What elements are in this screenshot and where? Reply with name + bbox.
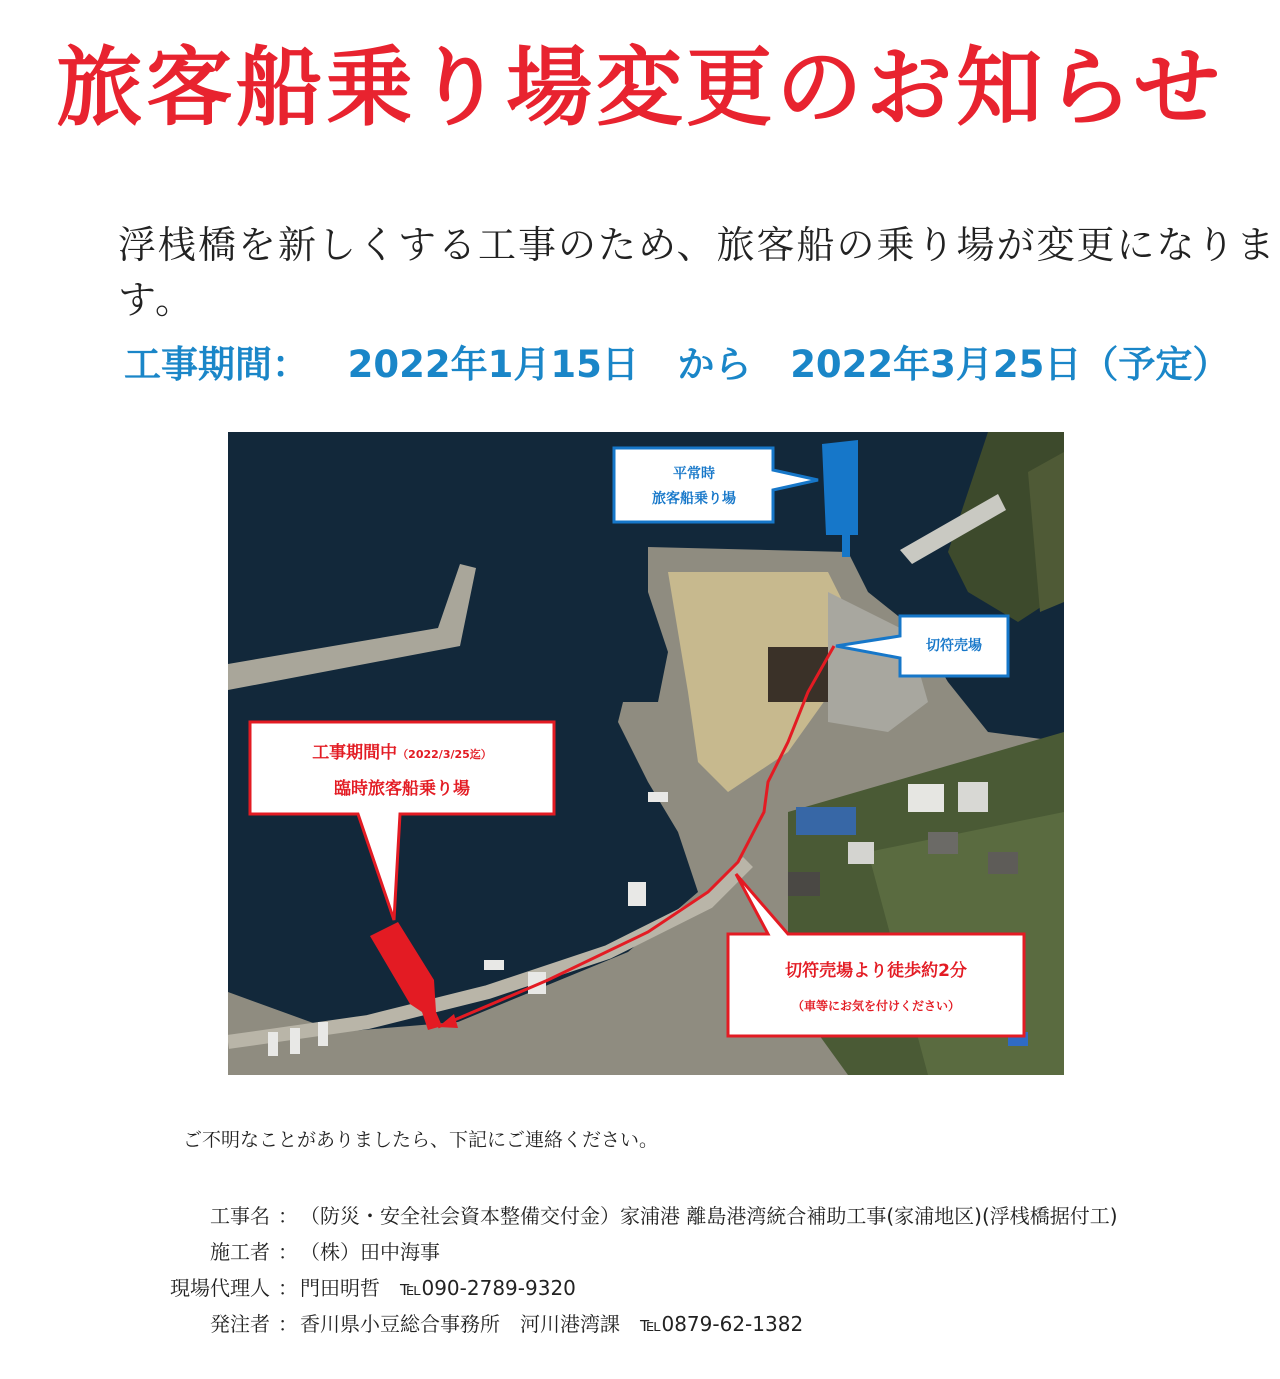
info-separator: ： [278,1203,298,1228]
inquiry-text: ご不明なことがありましたら、下記にご連絡ください。 [183,1129,659,1151]
contact-info [120,1196,1118,1340]
info-separator: ： [278,1275,298,1300]
info-row-site-agent [120,1268,1118,1304]
period-label: 工事期間： [124,343,309,386]
info-row-client [120,1304,1118,1340]
info-value: 香川県小豆総合事務所 河川港湾課 ℡0879-62-1382 [300,1311,804,1336]
temp-callout-main: 工事期間中 [312,743,398,763]
info-separator: ： [278,1311,298,1336]
notice-title: 旅客船乗り場変更のお知らせ [56,38,1224,138]
info-row-contractor [120,1232,1118,1268]
temp-callout-date: （2022/3/25迄） [397,748,492,761]
walk-note: （車等にお気を付けください） [791,999,961,1013]
info-key: 現場代理人 [170,1275,270,1300]
info-separator: ： [278,1239,298,1264]
walk-callout: 切符売場より徒歩約2分 [785,961,967,981]
period-connector: から [677,343,752,386]
map-drawing [228,432,1064,1075]
lead-text: 浮桟橋を新しくする工事のため、旅客船の乗り場が変更になります。 [118,223,1277,322]
temp-callout-line2: 臨時旅客船乗り場 [334,779,470,799]
info-value: （株）田中海事 [300,1239,440,1264]
normal-callout-line1: 平常時 [673,466,715,482]
construction-period [124,334,1229,388]
info-row-project [120,1196,1118,1232]
period-start: 2022年1月15日 [347,343,639,386]
info-key: 工事名 [210,1203,270,1228]
info-key: 発注者 [210,1311,270,1336]
normal-callout-line2: 旅客船乗り場 [652,491,736,507]
info-value: 門田明哲 ℡090-2789-9320 [300,1275,576,1300]
period-end: 2022年3月25日（予定） [790,343,1230,386]
info-key: 施工者 [210,1239,270,1264]
aerial-map [228,432,1064,1075]
info-value: （防災・安全社会資本整備交付金）家浦港 離島港湾統合補助工事(家浦地区)(浮桟橋据付工) [300,1203,1118,1228]
ticket-callout: 切符売場 [926,638,982,654]
